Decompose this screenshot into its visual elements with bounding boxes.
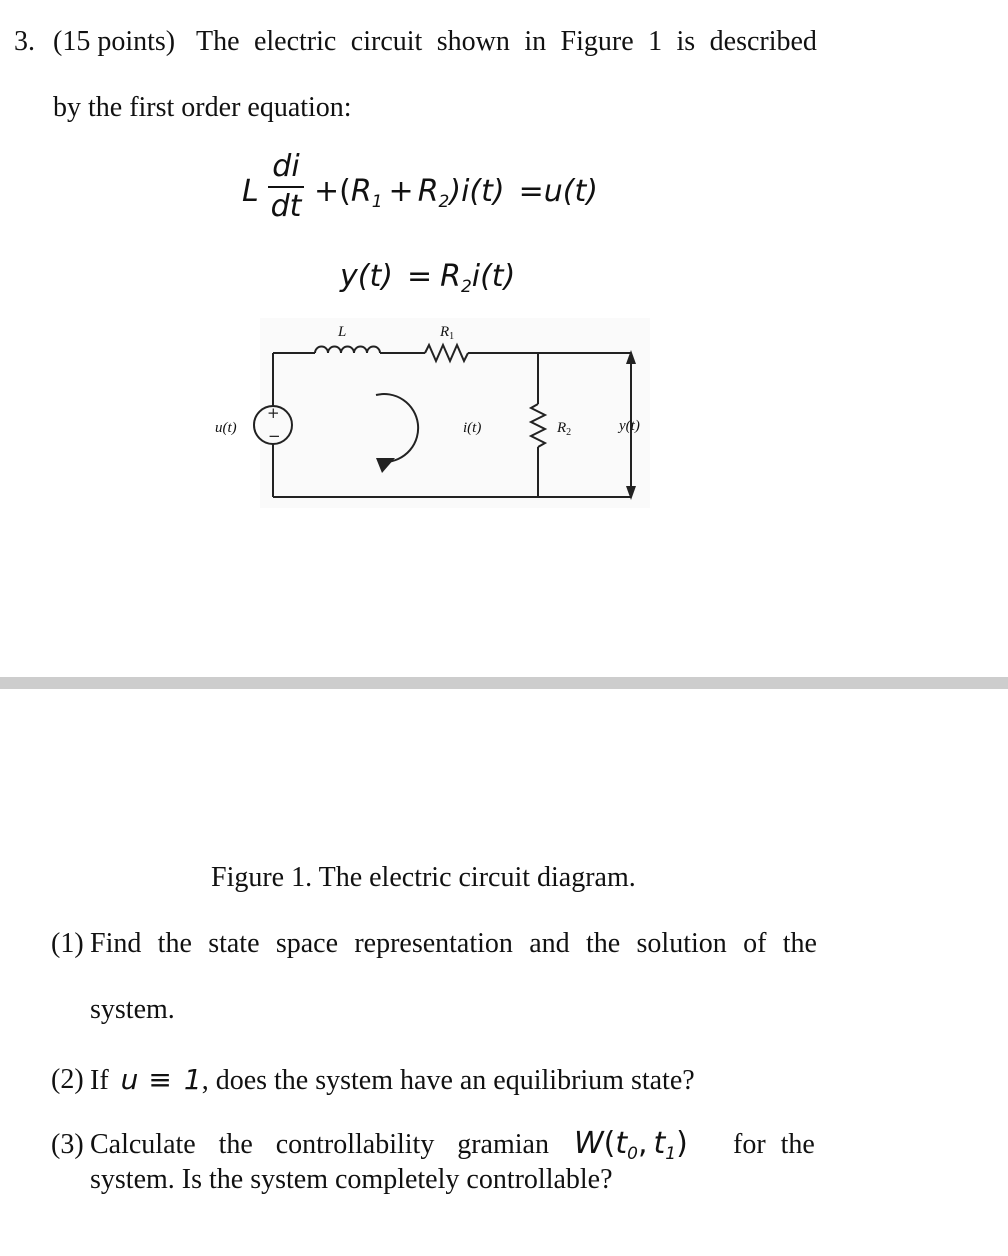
word: 1 [648, 26, 663, 57]
word: the [157, 928, 192, 959]
eq1-sub1: 1 [371, 192, 383, 212]
word: and [529, 928, 570, 959]
problem-points: (15 points) [53, 26, 176, 57]
q3-words [90, 1131, 549, 1159]
q3-t1: t [653, 1126, 666, 1161]
eq1-frac-den: dt [270, 189, 302, 224]
label-r1-sub: 1 [449, 331, 455, 342]
q3-t0: t [615, 1126, 628, 1161]
problem-line-2: by the first order equation: [53, 92, 352, 123]
q3-for-the: for the [733, 1129, 815, 1160]
label-y: y(t) [619, 418, 640, 434]
q3-line-2: system. Is the system completely controllable? [90, 1164, 613, 1195]
q1-line-1 [90, 930, 817, 958]
eq1-frac-num: di [272, 149, 300, 184]
q3-W: W [574, 1126, 604, 1161]
q2-number: (2) [51, 1064, 84, 1095]
label-i: i(t) [463, 420, 482, 436]
page-divider [0, 677, 1008, 689]
word: the [218, 1129, 253, 1160]
word: controllability [275, 1129, 435, 1160]
eq1-plus: + [314, 174, 340, 209]
q2-var: u [120, 1063, 139, 1096]
word: circuit [350, 26, 423, 57]
eq2-equals: = [406, 259, 433, 294]
q3-number: (3) [51, 1129, 84, 1160]
source-plus: + [267, 404, 280, 422]
word: in [524, 26, 547, 57]
q3-sub0: 0 [627, 1144, 638, 1164]
word: shown [436, 26, 510, 57]
word: described [709, 26, 817, 57]
eq1-rest [314, 174, 598, 212]
q3-open: ( [603, 1126, 616, 1161]
eq1-plus-2: + [388, 174, 414, 209]
label-r1-main: R [440, 324, 450, 340]
eq1-sub2: 2 [438, 192, 450, 212]
problem-number: 3. [14, 26, 35, 57]
q3-sub1: 1 [665, 1144, 677, 1164]
q2-suffix: , does the system have an equilibrium state? [201, 1065, 695, 1096]
label-inductor: L [338, 324, 347, 340]
word: The [196, 26, 240, 57]
eq2-sub: 2 [460, 277, 472, 297]
eq1-rhs: u(t) [543, 174, 598, 209]
word: representation [354, 928, 513, 959]
eq1-L: L [242, 174, 259, 209]
figure-caption: Figure 1. The electric circuit diagram. [211, 862, 636, 893]
eq1-close: )i(t) [449, 174, 505, 209]
q3-close: ) [676, 1126, 688, 1161]
equation-2 [340, 259, 516, 297]
q1-number: (1) [51, 928, 84, 959]
word: state [208, 928, 260, 959]
word: the [782, 928, 817, 959]
word: space [275, 928, 339, 959]
q2-prefix: If [90, 1065, 109, 1096]
word: is [676, 26, 696, 57]
q3-comma: , [637, 1126, 648, 1161]
eq2-rhs: i(t) [471, 259, 516, 294]
q1-line-2: system. [90, 994, 175, 1025]
circuit-diagram [195, 310, 675, 520]
eq1-R1: R [350, 174, 372, 209]
eq1-fraction [268, 149, 304, 224]
eq2-lhs: y(t) [340, 259, 393, 294]
eq1-equals: = [518, 174, 544, 209]
word: of [743, 928, 767, 959]
word: Figure [560, 26, 634, 57]
label-u: u(t) [215, 420, 237, 436]
eq2-R: R [440, 259, 461, 294]
word: electric [253, 26, 337, 57]
problem-line-1 [196, 28, 817, 56]
q2-equiv: ≡ [148, 1063, 172, 1096]
eq1-R2: R [417, 174, 439, 209]
label-r2-main: R [557, 420, 567, 436]
word: the [585, 928, 621, 959]
word: Calculate [90, 1129, 196, 1160]
q2-line [90, 1063, 695, 1096]
label-r2-sub: 2 [566, 427, 572, 438]
eq1-open: ( [339, 174, 351, 209]
word: gramian [457, 1129, 549, 1160]
source-minus: − [268, 427, 281, 445]
word: solution [636, 928, 727, 959]
q2-value: 1 [183, 1063, 202, 1096]
q3-gramian [574, 1126, 688, 1164]
fraction-bar [268, 186, 304, 188]
word: Find [90, 928, 142, 959]
